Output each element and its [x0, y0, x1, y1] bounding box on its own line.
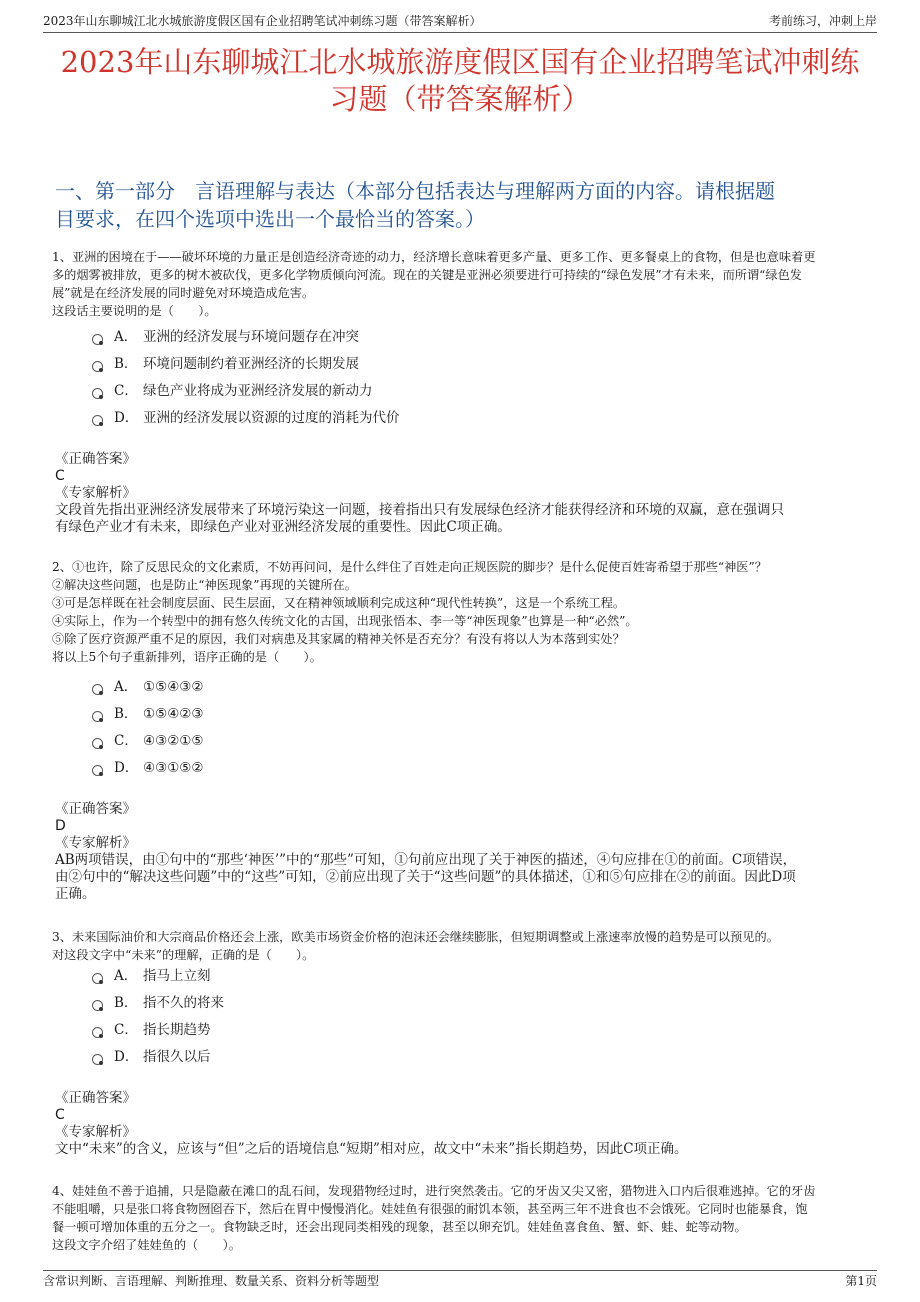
option-text: 亚洲的经济发展与环境问题存在冲突: [143, 329, 359, 345]
correct-answer: C: [55, 1107, 65, 1123]
question-3-stem: [52, 928, 872, 964]
radio-icon[interactable]: [92, 1027, 103, 1038]
correct-answer: C: [55, 468, 65, 484]
page-footer: [43, 1270, 877, 1291]
radio-icon[interactable]: [92, 334, 103, 345]
question-1-answer-block: [55, 451, 865, 536]
question-line: ②解决这些问题，也是防止“神医现象”再现的关键所在。: [52, 578, 357, 592]
radio-icon[interactable]: [92, 388, 103, 399]
page-title: [43, 44, 877, 118]
analysis-line: 文中“未来”的含义，应该与“但”之后的语境信息“短期”相对应，故文中“未来”指长期趋势，因此C项正确。: [55, 1141, 688, 1157]
option-text: ①⑤④②③: [143, 706, 204, 722]
section-heading: [55, 177, 865, 233]
analysis-heading: 《专家解析》: [55, 485, 136, 501]
option-b[interactable]: [92, 704, 592, 731]
option-a[interactable]: [92, 966, 592, 993]
question-line: 1、亚洲的困境在于——破坏环境的力量正是创造经济奇迹的动力，经济增长意味着更多产量、更多工作、更多餐桌上的食物，但是也意味着更: [52, 250, 816, 264]
question-line: 4、娃娃鱼不善于追捕，只是隐蔽在滩口的乱石间，发现猎物经过时，进行突然袭击。它的牙齿又尖又密，猎物进入口内后很难逃掉。它的牙齿: [52, 1184, 816, 1198]
option-letter: D．: [114, 760, 139, 776]
option-letter: A．: [114, 329, 138, 345]
question-line: ③可是怎样既在社会制度层面、民生层面，又在精神领域顺利完成这种“现代性转换”，这是一个系统工程。: [52, 596, 626, 610]
answer-heading: 《正确答案》: [55, 451, 136, 467]
question-line: 餐一顿可增加体重的五分之一。食物缺乏时，还会出现同类相残的现象，甚至以卵充饥。娃娃鱼喜食鱼、蟹、虾、蛙、蛇等动物。: [52, 1220, 747, 1234]
option-letter: A．: [114, 679, 138, 695]
analysis-line: AB两项错误，由①句中的“那些‘神医’”中的“那些”可知，①句前应出现了关于神医的描述，④句应排在①的前面。C项错误，: [55, 852, 797, 868]
section-heading-line-1: 一、第一部分 言语理解与表达（本部分包括表达与理解两方面的内容。请根据题: [55, 179, 775, 203]
header-doc-title: 2023年山东聊城江北水城旅游度假区国有企业招聘笔试冲刺练习题（带答案解析）: [43, 14, 482, 28]
analysis-heading: 《专家解析》: [55, 835, 136, 851]
question-1-options: [92, 327, 592, 435]
question-line: 对这段文字中“未来”的理解，正确的是（ ）。: [52, 948, 315, 962]
option-letter: D．: [114, 1049, 139, 1065]
option-d[interactable]: [92, 758, 592, 785]
option-a[interactable]: [92, 327, 592, 354]
option-d[interactable]: [92, 1047, 592, 1074]
answer-heading: 《正确答案》: [55, 1090, 136, 1106]
question-line: 将以上5个句子重新排列，语序正确的是（ ）。: [52, 650, 322, 664]
option-d[interactable]: [92, 408, 592, 435]
page-title-line-2: 习题（带答案解析）: [329, 82, 591, 116]
question-line: 这段文字介绍了娃娃鱼的（ ）。: [52, 1238, 241, 1252]
question-line: 多的烟雾被排放，更多的树木被砍伐，更多化学物质倾向河流。现在的关键是亚洲必须要进行可持续的“绿色发展”才有未来，而所谓“绿色发: [52, 268, 802, 282]
option-letter: A．: [114, 968, 138, 984]
page-header: [43, 12, 877, 33]
question-line: 这段话主要说明的是（ ）。: [52, 304, 217, 318]
question-2-answer-block: [55, 801, 865, 903]
analysis-line: 有绿色产业才有未来，即绿色产业对亚洲经济发展的重要性。因此C项正确。: [55, 519, 511, 535]
answer-heading: 《正确答案》: [55, 801, 136, 817]
option-text: 绿色产业将成为亚洲经济发展的新动力: [143, 383, 373, 399]
radio-icon[interactable]: [92, 1000, 103, 1011]
radio-icon[interactable]: [92, 684, 103, 695]
question-line: ⑤除了医疗资源严重不足的原因，我们对病患及其家属的精神关怀是否充分？有没有将以人为本落到实处？: [52, 632, 625, 646]
option-b[interactable]: [92, 993, 592, 1020]
option-text: 指马上立刻: [143, 968, 211, 984]
question-4-stem: [52, 1182, 872, 1254]
radio-icon[interactable]: [92, 415, 103, 426]
page-title-line-1: 2023年山东聊城江北水城旅游度假区国有企业招聘笔试冲刺练: [60, 45, 860, 79]
analysis-line: 正确。: [55, 886, 96, 902]
option-text: 指很久以后: [143, 1049, 211, 1065]
footer-topics: 含常识判断、言语理解、判断推理、数量关系、资料分析等题型: [43, 1274, 380, 1288]
question-line: ④实际上，作为一个转型中的拥有悠久传统文化的古国，出现张悟本、李一等“神医现象”也算是一种“必然”。: [52, 614, 638, 628]
option-a[interactable]: [92, 677, 592, 704]
option-letter: B．: [114, 356, 138, 372]
question-2-stem: [52, 558, 872, 666]
option-letter: C．: [114, 383, 138, 399]
analysis-heading: 《专家解析》: [55, 1124, 136, 1140]
option-text: ①⑤④③②: [143, 679, 204, 695]
analysis-line: 文段首先指出亚洲经济发展带来了环境污染这一问题，接着指出只有发展绿色经济才能获得经济和环境的双赢，意在强调只: [55, 502, 784, 518]
radio-icon[interactable]: [92, 738, 103, 749]
analysis-line: 由②句中的“解决这些问题”中的“这些”可知，②前应出现了关于“这些问题”的具体描述，①和⑤句应排在②的前面。因此D项: [55, 869, 796, 885]
option-letter: D．: [114, 410, 139, 426]
radio-icon[interactable]: [92, 765, 103, 776]
option-text: 环境问题制约着亚洲经济的长期发展: [143, 356, 359, 372]
radio-icon[interactable]: [92, 1054, 103, 1065]
option-text: 指长期趋势: [143, 1022, 211, 1038]
page-number: 第1页: [845, 1274, 877, 1288]
question-2-options: [92, 677, 592, 785]
section-heading-line-2: 目要求，在四个选项中选出一个最恰当的答案。）: [55, 207, 485, 231]
option-c[interactable]: [92, 381, 592, 408]
question-line: 展”就是在经济发展的同时避免对环境造成危害。: [52, 286, 315, 300]
option-letter: B．: [114, 706, 138, 722]
radio-icon[interactable]: [92, 973, 103, 984]
option-text: ④③②①⑤: [143, 733, 204, 749]
question-3-options: [92, 966, 592, 1074]
option-c[interactable]: [92, 731, 592, 758]
option-text: 亚洲的经济发展以资源的过度的消耗为代价: [143, 410, 400, 426]
option-letter: C．: [114, 1022, 138, 1038]
question-line: 不能咀嚼，只是张口将食物囫囵吞下，然后在胃中慢慢消化。娃娃鱼有很强的耐饥本领，甚至两三年不进食也不会饿死。它同时也能暴食，饱: [52, 1202, 808, 1216]
question-1-stem: [52, 248, 872, 320]
radio-icon[interactable]: [92, 711, 103, 722]
option-text: ④③①⑤②: [143, 760, 204, 776]
question-3-answer-block: [55, 1090, 865, 1158]
option-text: 指不久的将来: [143, 995, 224, 1011]
question-line: 3、未来国际油价和大宗商品价格还会上涨，欧美市场资金价格的泡沫还会继续膨胀，但短期调整或上涨速率放慢的趋势是可以预见的。: [52, 930, 779, 944]
option-c[interactable]: [92, 1020, 592, 1047]
correct-answer: D: [55, 818, 66, 834]
option-letter: B．: [114, 995, 138, 1011]
header-slogan: 考前练习，冲刺上岸: [768, 14, 877, 28]
radio-icon[interactable]: [92, 361, 103, 372]
option-letter: C．: [114, 733, 138, 749]
question-line: 2、①也许，除了反思民众的文化素质，不妨再问问，是什么绊住了百姓走向正规医院的脚步？是什么促使百姓寄希望于那些“神医”？: [52, 560, 767, 574]
option-b[interactable]: [92, 354, 592, 381]
